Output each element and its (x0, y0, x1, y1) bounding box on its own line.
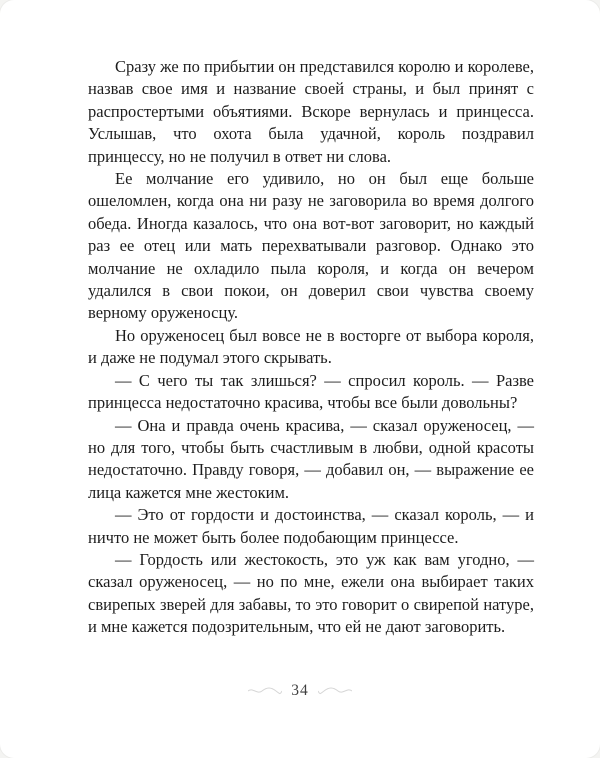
page-number: 34 (291, 682, 309, 699)
paragraph: Но оруженосец был вовсе не в восторге от выбора короля, и даже не подумал этого скрывать. (88, 325, 534, 368)
flourish-left-icon (248, 687, 282, 695)
paragraph-dialogue: — Она и правда очень красива, — сказал оруженосец, — но для того, чтобы быть счастливым в любви, одной красоты недостаточно. Правду говоря, — добавил он, — выражение ее лица кажется мне жестоким. (88, 415, 534, 502)
paragraph: Ее молчание его удивило, но он был еще больше ошеломлен, когда она ни разу не заговорила во время долгого обеда. Иногда казалось, что она вот-вот заговорит, но каждый раз ее отец или мать перехватывали разговор. Однако это молчание не охладило пыла короля, и когда он вечером удалился в свои покои, он доверил свои чувства своему верному оруженосцу. (88, 169, 534, 323)
flourish-right-icon (318, 687, 352, 695)
page-footer (0, 682, 600, 700)
paragraph-dialogue: — С чего ты так злишься? — спросил король. — Разве принцесса недостаточно красива, чтобы все были довольны? (88, 370, 534, 413)
paragraph: Сразу же по прибытии он представился королю и королеве, назвав свое имя и название своей страны, и был принят с распростертыми объятиями. Вскоре вернулась и принцесса. Услышав, что охота была удачной, король поздравил принцессу, но не получил в ответ ни слова. (88, 57, 534, 166)
paragraph-dialogue: — Это от гордости и достоинства, — сказал король, — и ничто не может быть более подобающим принцессе. (88, 505, 534, 547)
paragraph-dialogue: — Гордость или жестокость, это уж как вам угодно, — сказал оруженосец, — но по мне, ежели она выбирает таких свирепых зверей для забавы, то это говорит о свирепой натуре, и мне кажется подозрительным, что ей не дают заговорить. (88, 549, 534, 637)
page-text-block (88, 56, 534, 639)
